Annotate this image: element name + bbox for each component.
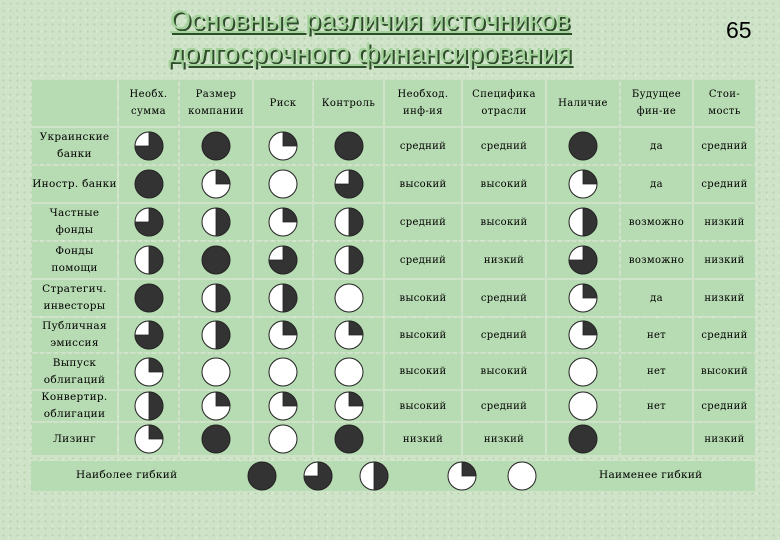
table-cell-info: средний bbox=[385, 204, 461, 240]
table-cell-risk bbox=[254, 242, 312, 278]
table-cell-size bbox=[180, 423, 252, 455]
harvey-ball-icon bbox=[568, 169, 598, 199]
harvey-ball-icon bbox=[568, 357, 598, 387]
row-label: Конвертир. облигации bbox=[32, 391, 117, 421]
harvey-ball-icon bbox=[134, 245, 164, 275]
harvey-ball-icon bbox=[334, 357, 364, 387]
table-cell-industry: средний bbox=[463, 318, 545, 352]
column-header-size bbox=[180, 80, 252, 126]
harvey-ball-icon bbox=[201, 169, 231, 199]
column-header-industry bbox=[463, 80, 545, 126]
harvey-ball-icon bbox=[334, 424, 364, 454]
harvey-ball-icon bbox=[134, 320, 164, 350]
table-cell-future: да bbox=[621, 280, 692, 316]
row-label: Выпуск облигаций bbox=[32, 354, 117, 389]
harvey-ball-icon bbox=[134, 283, 164, 313]
column-header-label: Стои- мость bbox=[708, 89, 741, 117]
table-cell-future: да bbox=[621, 128, 692, 164]
table-cell-info: высокий bbox=[385, 318, 461, 352]
table-cell-size bbox=[180, 128, 252, 164]
harvey-ball-icon bbox=[201, 320, 231, 350]
row-label: Стратегич. инвесторы bbox=[32, 280, 117, 316]
slide-title bbox=[90, 4, 650, 70]
harvey-ball-icon bbox=[268, 245, 298, 275]
column-header-label: Контроль bbox=[321, 97, 376, 109]
table-cell-availability bbox=[547, 280, 619, 316]
harvey-ball-icon bbox=[201, 245, 231, 275]
table-cell-info: высокий bbox=[385, 391, 461, 421]
harvey-ball-icon bbox=[247, 461, 277, 491]
harvey-ball-icon bbox=[201, 207, 231, 237]
row-label: Фонды помощи bbox=[32, 242, 117, 278]
column-header-label: Наличие bbox=[558, 97, 608, 109]
harvey-ball-icon bbox=[201, 283, 231, 313]
table-cell-availability bbox=[547, 423, 619, 455]
harvey-ball-icon bbox=[268, 131, 298, 161]
table-cell-availability bbox=[547, 242, 619, 278]
table-cell-info: низкий bbox=[385, 423, 461, 455]
column-header-future bbox=[621, 80, 692, 126]
harvey-ball-icon bbox=[568, 283, 598, 313]
table-cell-risk bbox=[254, 423, 312, 455]
table-cell-cost: средний bbox=[694, 318, 755, 352]
table-cell-future: да bbox=[621, 166, 692, 202]
table-cell-size bbox=[180, 280, 252, 316]
table-cell-control bbox=[314, 280, 383, 316]
harvey-ball-icon bbox=[568, 207, 598, 237]
harvey-ball-icon bbox=[134, 207, 164, 237]
table-cell-control bbox=[314, 128, 383, 164]
legend-most-flexible: Наиболее гибкий bbox=[76, 469, 178, 481]
table-cell-risk bbox=[254, 280, 312, 316]
table-cell-control bbox=[314, 391, 383, 421]
table-cell-cost: средний bbox=[694, 166, 755, 202]
table-cell-size bbox=[180, 204, 252, 240]
table-cell-industry: высокий bbox=[463, 354, 545, 389]
row-label: Лизинг bbox=[32, 423, 117, 455]
table-cell-control bbox=[314, 318, 383, 352]
harvey-ball-icon bbox=[268, 391, 298, 421]
harvey-ball-icon bbox=[334, 320, 364, 350]
table-cell-control bbox=[314, 423, 383, 455]
table-cell-industry: высокий bbox=[463, 166, 545, 202]
table-cell-control bbox=[314, 354, 383, 389]
harvey-ball-icon bbox=[507, 461, 537, 491]
table-cell-info: средний bbox=[385, 242, 461, 278]
harvey-ball-icon bbox=[334, 169, 364, 199]
table-cell-size bbox=[180, 318, 252, 352]
table-cell-sum bbox=[119, 242, 178, 278]
table-cell-info: высокий bbox=[385, 280, 461, 316]
harvey-ball-icon bbox=[134, 391, 164, 421]
harvey-ball-icon bbox=[201, 391, 231, 421]
table-cell-industry: высокий bbox=[463, 204, 545, 240]
column-header-label: Специфика отрасли bbox=[472, 89, 536, 117]
row-label: Украинские банки bbox=[32, 128, 117, 164]
table-cell-risk bbox=[254, 318, 312, 352]
flexibility-legend bbox=[31, 461, 755, 491]
table-cell-availability bbox=[547, 354, 619, 389]
row-label: Публичная эмиссия bbox=[32, 318, 117, 352]
table-cell-sum bbox=[119, 391, 178, 421]
harvey-ball-icon bbox=[134, 131, 164, 161]
harvey-ball-icon bbox=[334, 391, 364, 421]
harvey-ball-icon bbox=[334, 131, 364, 161]
table-cell-control bbox=[314, 242, 383, 278]
harvey-ball-icon bbox=[568, 424, 598, 454]
column-header-label: Необх. сумма bbox=[129, 89, 168, 117]
table-cell-cost: низкий bbox=[694, 280, 755, 316]
table-cell-cost: средний bbox=[694, 391, 755, 421]
column-header-label: Риск bbox=[269, 97, 297, 109]
table-cell-sum bbox=[119, 423, 178, 455]
table-cell-sum bbox=[119, 128, 178, 164]
harvey-ball-icon bbox=[268, 357, 298, 387]
harvey-ball-icon bbox=[201, 357, 231, 387]
column-header-sum bbox=[119, 80, 178, 126]
table-cell-sum bbox=[119, 280, 178, 316]
title-line-2: долгосрочного финансирования bbox=[168, 38, 572, 68]
table-cell-sum bbox=[119, 166, 178, 202]
table-cell-industry: средний bbox=[463, 280, 545, 316]
column-header-control bbox=[314, 80, 383, 126]
table-cell-future: нет bbox=[621, 354, 692, 389]
column-header-cost bbox=[694, 80, 755, 126]
table-cell-size bbox=[180, 391, 252, 421]
harvey-ball-icon bbox=[134, 357, 164, 387]
harvey-ball-icon bbox=[268, 424, 298, 454]
table-cell-future: нет bbox=[621, 391, 692, 421]
harvey-ball-icon bbox=[334, 245, 364, 275]
table-cell-size bbox=[180, 354, 252, 389]
table-cell-sum bbox=[119, 318, 178, 352]
harvey-ball-icon bbox=[268, 283, 298, 313]
table-cell-industry: низкий bbox=[463, 242, 545, 278]
table-cell-control bbox=[314, 204, 383, 240]
column-header-label: Размер компании bbox=[188, 89, 244, 117]
table-cell-cost: низкий bbox=[694, 242, 755, 278]
row-label: Частные фонды bbox=[32, 204, 117, 240]
harvey-ball-icon bbox=[134, 424, 164, 454]
table-cell-industry: средний bbox=[463, 128, 545, 164]
column-header-availability bbox=[547, 80, 619, 126]
table-cell-cost: низкий bbox=[694, 423, 755, 455]
header-corner bbox=[32, 80, 117, 126]
page-number: 65 bbox=[726, 17, 752, 43]
harvey-ball-icon bbox=[568, 320, 598, 350]
table-cell-availability bbox=[547, 318, 619, 352]
table-cell-info: высокий bbox=[385, 166, 461, 202]
legend-least-flexible: Наименее гибкий bbox=[599, 469, 703, 481]
harvey-ball-icon bbox=[268, 169, 298, 199]
harvey-ball-icon bbox=[568, 391, 598, 421]
table-cell-size bbox=[180, 242, 252, 278]
table-cell-risk bbox=[254, 166, 312, 202]
harvey-ball-icon bbox=[303, 461, 333, 491]
table-cell-info: средний bbox=[385, 128, 461, 164]
table-cell-risk bbox=[254, 391, 312, 421]
harvey-ball-icon bbox=[359, 461, 389, 491]
harvey-ball-icon bbox=[334, 283, 364, 313]
harvey-ball-icon bbox=[201, 424, 231, 454]
harvey-ball-icon bbox=[568, 245, 598, 275]
table-cell-cost: средний bbox=[694, 128, 755, 164]
table-cell-future: нет bbox=[621, 318, 692, 352]
table-cell-risk bbox=[254, 128, 312, 164]
table-cell-future: возможно bbox=[621, 204, 692, 240]
column-header-label: Будущее фин-ие bbox=[631, 89, 682, 117]
table-cell-future bbox=[621, 423, 692, 455]
title-line-1: Основные различия источников bbox=[169, 5, 571, 35]
harvey-ball-icon bbox=[568, 131, 598, 161]
table-cell-availability bbox=[547, 128, 619, 164]
table-cell-availability bbox=[547, 166, 619, 202]
table-cell-industry: средний bbox=[463, 391, 545, 421]
harvey-ball-icon bbox=[268, 207, 298, 237]
harvey-ball-icon bbox=[334, 207, 364, 237]
row-label: Иностр. банки bbox=[32, 166, 117, 202]
table-cell-availability bbox=[547, 204, 619, 240]
table-cell-risk bbox=[254, 204, 312, 240]
harvey-ball-icon bbox=[447, 461, 477, 491]
column-header-info bbox=[385, 80, 461, 126]
table-cell-cost: низкий bbox=[694, 204, 755, 240]
table-cell-cost: высокий bbox=[694, 354, 755, 389]
table-cell-risk bbox=[254, 354, 312, 389]
table-cell-availability bbox=[547, 391, 619, 421]
table-cell-industry: низкий bbox=[463, 423, 545, 455]
column-header-risk bbox=[254, 80, 312, 126]
table-cell-control bbox=[314, 166, 383, 202]
table-cell-sum bbox=[119, 204, 178, 240]
table-cell-sum bbox=[119, 354, 178, 389]
column-header-label: Необход. инф-ия bbox=[397, 89, 449, 117]
harvey-ball-icon bbox=[201, 131, 231, 161]
table-cell-future: возможно bbox=[621, 242, 692, 278]
table-cell-info: высокий bbox=[385, 354, 461, 389]
harvey-ball-icon bbox=[268, 320, 298, 350]
harvey-ball-icon bbox=[134, 169, 164, 199]
table-cell-size bbox=[180, 166, 252, 202]
